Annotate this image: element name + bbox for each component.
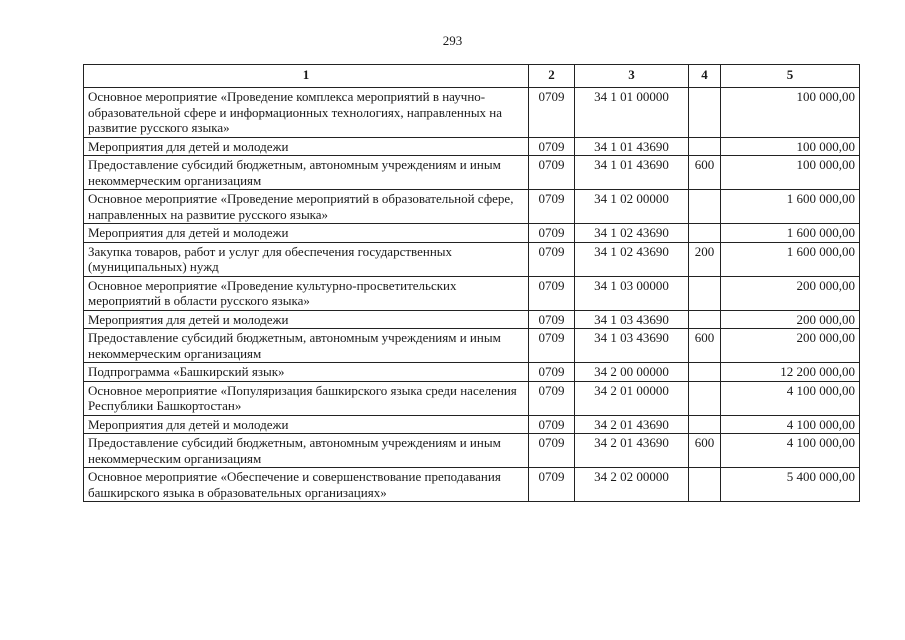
row-name-cell: Основное мероприятие «Проведение мероприятий в образовательной сфере, направленных на развитие русского языка» (84, 190, 529, 224)
row-code-cell: 34 1 03 43690 (575, 310, 689, 329)
row-type-cell (689, 88, 721, 138)
row-section-cell: 0709 (529, 190, 575, 224)
row-amount-cell: 100 000,00 (721, 156, 860, 190)
row-type-cell: 600 (689, 329, 721, 363)
table-row (84, 329, 860, 363)
header-col-5: 5 (721, 65, 860, 88)
row-name-cell: Предоставление субсидий бюджетным, автономным учреждениям и иным некоммерческим организациям (84, 156, 529, 190)
table-row (84, 381, 860, 415)
row-type-cell: 600 (689, 434, 721, 468)
page-number: 293 (442, 33, 463, 48)
table-row (84, 190, 860, 224)
row-amount-cell: 100 000,00 (721, 137, 860, 156)
row-code-cell: 34 2 01 43690 (575, 415, 689, 434)
row-section-cell: 0709 (529, 156, 575, 190)
row-section-cell: 0709 (529, 363, 575, 382)
table-row (84, 224, 860, 243)
row-code-cell: 34 2 01 43690 (575, 434, 689, 468)
row-amount-cell: 100 000,00 (721, 88, 860, 138)
table-row (84, 434, 860, 468)
table-row (84, 88, 860, 138)
row-type-cell (689, 381, 721, 415)
row-code-cell: 34 2 02 00000 (575, 468, 689, 502)
row-code-cell: 34 1 03 43690 (575, 329, 689, 363)
row-name-cell: Основное мероприятие «Обеспечение и совершенствование преподавания башкирского языка в образовательных организациях» (84, 468, 529, 502)
row-section-cell: 0709 (529, 329, 575, 363)
row-name-cell: Мероприятия для детей и молодежи (84, 310, 529, 329)
table-row (84, 242, 860, 276)
header-col-3: 3 (575, 65, 689, 88)
header-col-4: 4 (689, 65, 721, 88)
row-code-cell: 34 1 03 00000 (575, 276, 689, 310)
table-row (84, 156, 860, 190)
row-name-cell: Предоставление субсидий бюджетным, автономным учреждениям и иным некоммерческим организациям (84, 329, 529, 363)
row-amount-cell: 1 600 000,00 (721, 190, 860, 224)
row-type-cell (689, 276, 721, 310)
row-section-cell: 0709 (529, 434, 575, 468)
row-section-cell: 0709 (529, 415, 575, 434)
row-code-cell: 34 1 02 00000 (575, 190, 689, 224)
row-name-cell: Основное мероприятие «Проведение комплекса мероприятий в научно-образовательной сфере и информационных технологиях, направленных на развитие русского языка» (84, 88, 529, 138)
table-row (84, 310, 860, 329)
row-name-cell: Основное мероприятие «Популяризация башкирского языка среди населения Республики Башкортостан» (84, 381, 529, 415)
row-amount-cell: 12 200 000,00 (721, 363, 860, 382)
row-code-cell: 34 2 01 00000 (575, 381, 689, 415)
row-name-cell: Подпрограмма «Башкирский язык» (84, 363, 529, 382)
row-section-cell: 0709 (529, 224, 575, 243)
row-section-cell: 0709 (529, 88, 575, 138)
row-section-cell: 0709 (529, 242, 575, 276)
header-row (84, 65, 860, 88)
row-section-cell: 0709 (529, 137, 575, 156)
row-amount-cell: 200 000,00 (721, 329, 860, 363)
row-amount-cell: 4 100 000,00 (721, 434, 860, 468)
row-type-cell (689, 415, 721, 434)
row-amount-cell: 4 100 000,00 (721, 415, 860, 434)
row-type-cell: 600 (689, 156, 721, 190)
table-row (84, 276, 860, 310)
row-code-cell: 34 1 01 43690 (575, 156, 689, 190)
row-type-cell (689, 468, 721, 502)
row-section-cell: 0709 (529, 381, 575, 415)
row-name-cell: Мероприятия для детей и молодежи (84, 137, 529, 156)
row-type-cell (689, 310, 721, 329)
budget-table (83, 64, 860, 502)
row-type-cell: 200 (689, 242, 721, 276)
row-amount-cell: 200 000,00 (721, 310, 860, 329)
row-type-cell (689, 190, 721, 224)
row-type-cell (689, 363, 721, 382)
row-name-cell: Основное мероприятие «Проведение культурно-просветительских мероприятий в области русского языка» (84, 276, 529, 310)
row-amount-cell: 200 000,00 (721, 276, 860, 310)
row-code-cell: 34 2 00 00000 (575, 363, 689, 382)
row-section-cell: 0709 (529, 276, 575, 310)
table-row (84, 363, 860, 382)
header-col-2: 2 (529, 65, 575, 88)
row-name-cell: Закупка товаров, работ и услуг для обеспечения государственных (муниципальных) нужд (84, 242, 529, 276)
table-row (84, 415, 860, 434)
row-code-cell: 34 1 01 00000 (575, 88, 689, 138)
table-row (84, 468, 860, 502)
header-col-1: 1 (84, 65, 529, 88)
row-name-cell: Предоставление субсидий бюджетным, автономным учреждениям и иным некоммерческим организациям (84, 434, 529, 468)
row-amount-cell: 1 600 000,00 (721, 224, 860, 243)
row-name-cell: Мероприятия для детей и молодежи (84, 224, 529, 243)
row-code-cell: 34 1 01 43690 (575, 137, 689, 156)
row-amount-cell: 4 100 000,00 (721, 381, 860, 415)
row-type-cell (689, 137, 721, 156)
row-type-cell (689, 224, 721, 243)
table-row (84, 137, 860, 156)
row-code-cell: 34 1 02 43690 (575, 242, 689, 276)
row-section-cell: 0709 (529, 468, 575, 502)
row-name-cell: Мероприятия для детей и молодежи (84, 415, 529, 434)
row-section-cell: 0709 (529, 310, 575, 329)
row-amount-cell: 5 400 000,00 (721, 468, 860, 502)
row-amount-cell: 1 600 000,00 (721, 242, 860, 276)
table-body (84, 88, 860, 502)
row-code-cell: 34 1 02 43690 (575, 224, 689, 243)
